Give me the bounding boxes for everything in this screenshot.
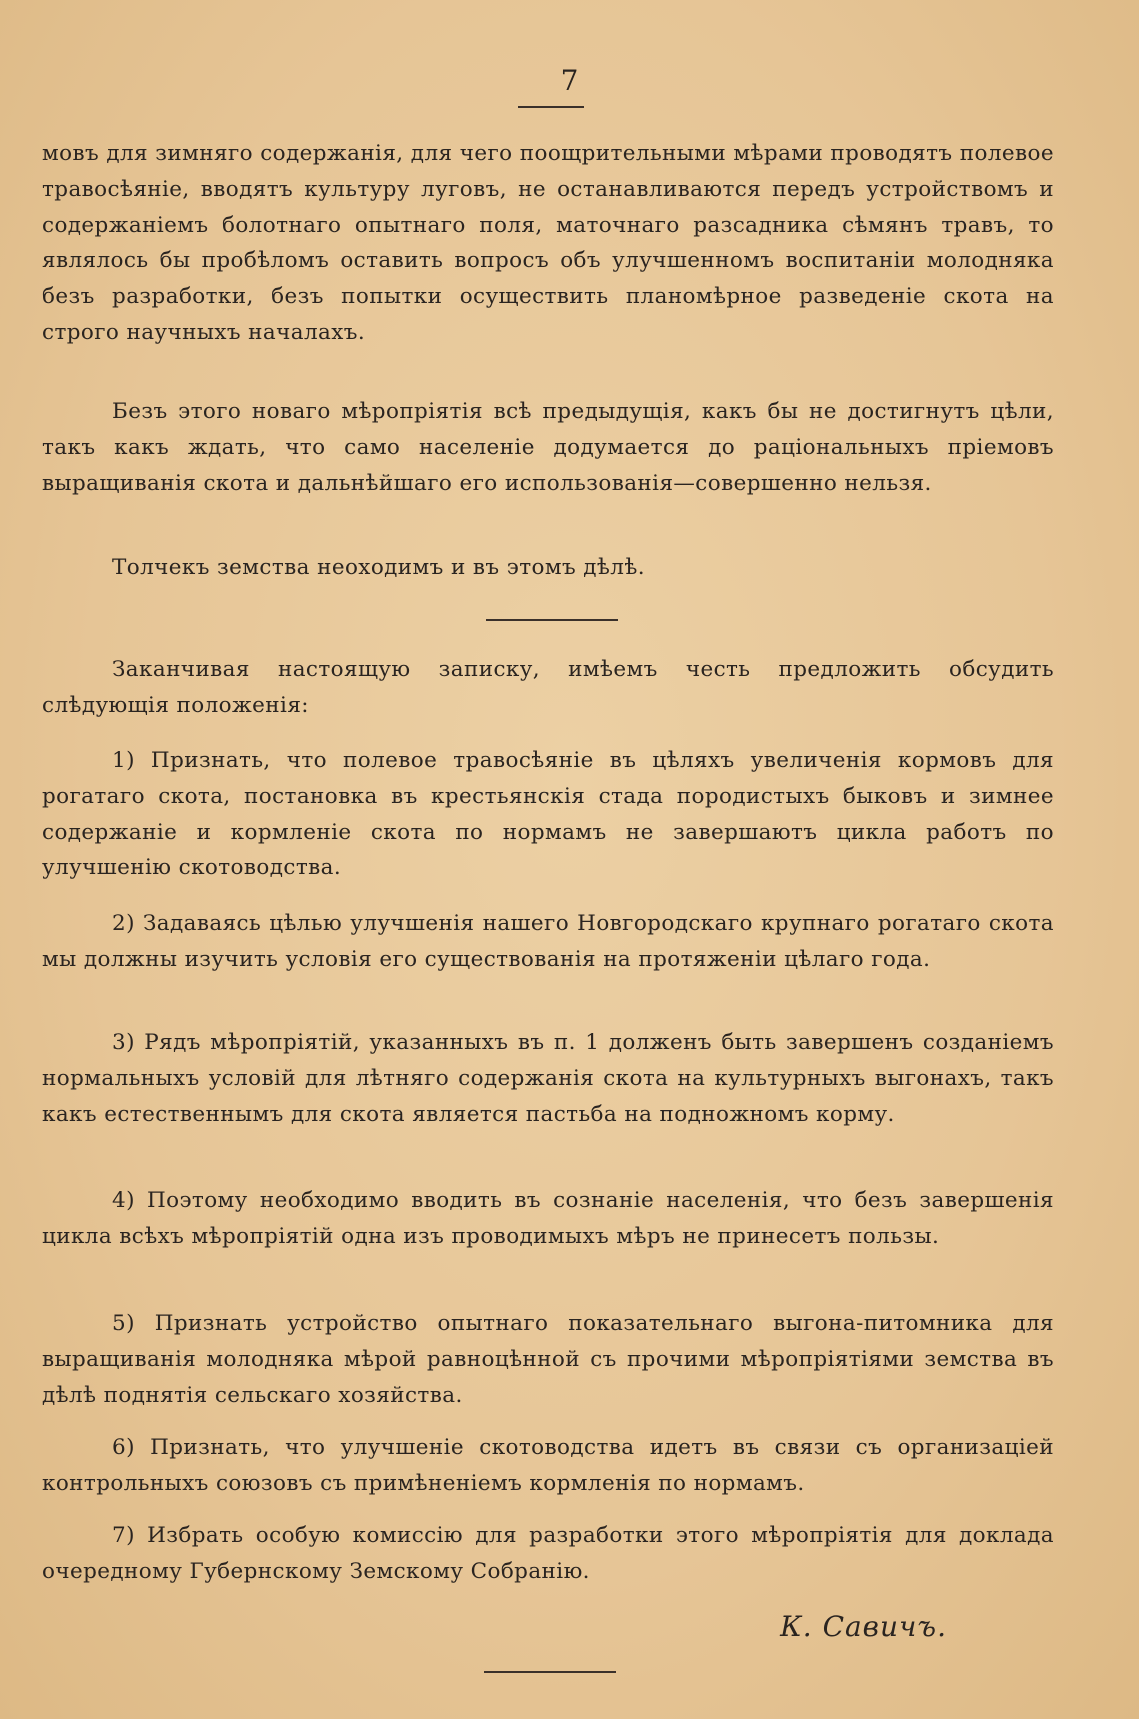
paragraph-text: Безъ этого новаго мѣропріятія всѣ предыдущія, какъ бы не достигнутъ цѣли, такъ какъ ждать, что само населеніе додумается до раціональныхъ пріемовъ выращиванія скота и дальнѣйшаго его использованія—совершенно нельзя. (42, 399, 1054, 496)
section-divider (486, 619, 618, 621)
paragraph-text: Заканчивая настоящую записку, имѣемъ честь предложить обсудить слѣдующія положенія: (42, 657, 1054, 718)
end-divider (484, 1671, 616, 1673)
proposal-text: 7) Избрать особую комиссію для разработки этого мѣропріятія для доклада очередному Губернскому Земскому Собранію. (42, 1523, 1054, 1584)
paragraph-text: мовъ для зимняго содержанія, для чего поощрительными мѣрами проводятъ полевое травосѣяніе, вводятъ культуру луговъ, не останавливаются передъ устройствомъ и содержаніемъ болотнаго опытнаго поля, маточнаго разсадника сѣмянъ травъ, то являлось бы пробѣломъ оставить вопросъ объ улучшенномъ воспитаніи молодняка безъ разработки, безъ попытки осуществить планомѣрное разведеніе скота на строго научныхъ началахъ. (42, 141, 1054, 345)
paragraph-3 (42, 550, 1054, 586)
proposal-item-3 (42, 1025, 1054, 1132)
signature: К. Савичъ. (780, 1610, 947, 1643)
paragraph-intro (42, 136, 1054, 351)
proposal-item-4 (42, 1183, 1054, 1255)
proposal-item-7 (42, 1518, 1054, 1590)
proposal-item-2 (42, 906, 1054, 978)
proposal-text: 5) Признать устройство опытнаго показательнаго выгона-питомника для выращиванія молодняка мѣрой равноцѣнной съ прочими мѣропріятіями земства въ дѣлѣ поднятія сельскаго хозяйства. (42, 1311, 1054, 1408)
paragraph-4 (42, 652, 1054, 724)
proposal-text: 3) Рядъ мѣропріятій, указанныхъ въ п. 1 долженъ быть завершенъ созданіемъ нормальныхъ условій для лѣтняго содержанія скота на культурныхъ выгонахъ, такъ какъ естественнымъ для скота является пастьба на подножномъ корму. (42, 1030, 1054, 1127)
proposal-item-6 (42, 1430, 1054, 1502)
page-number: 7 (560, 64, 579, 97)
proposal-text: 4) Поэтому необходимо вводить въ сознаніе населенія, что безъ завершенія цикла всѣхъ мѣропріятій одна изъ проводимыхъ мѣръ не принесетъ пользы. (42, 1188, 1054, 1249)
proposal-item-1 (42, 743, 1054, 886)
paragraph-text: Толчекъ земства неоходимъ и въ этомъ дѣлѣ. (112, 555, 645, 580)
proposal-text: 6) Признать, что улучшеніе скотоводства идетъ въ связи съ организаціей контрольныхъ союзовъ съ примѣненіемъ кормленія по нормамъ. (42, 1435, 1054, 1496)
page-number-rule (518, 106, 584, 108)
proposal-text: 2) Задаваясь цѣлью улучшенія нашего Новгородскаго крупнаго рогатаго скота мы должны изучить условія его существованія на протяженіи цѣлаго года. (42, 911, 1054, 972)
proposal-item-5 (42, 1306, 1054, 1413)
paragraph-2 (42, 394, 1054, 501)
proposal-text: 1) Признать, что полевое травосѣяніе въ цѣляхъ увеличенія кормовъ для рогатаго скота, постановка въ крестьянскія стада породистыхъ быковъ и зимнее содержаніе и кормленіе скота по нормамъ не завершаютъ цикла работъ по улучшенію скотоводства. (42, 748, 1054, 881)
